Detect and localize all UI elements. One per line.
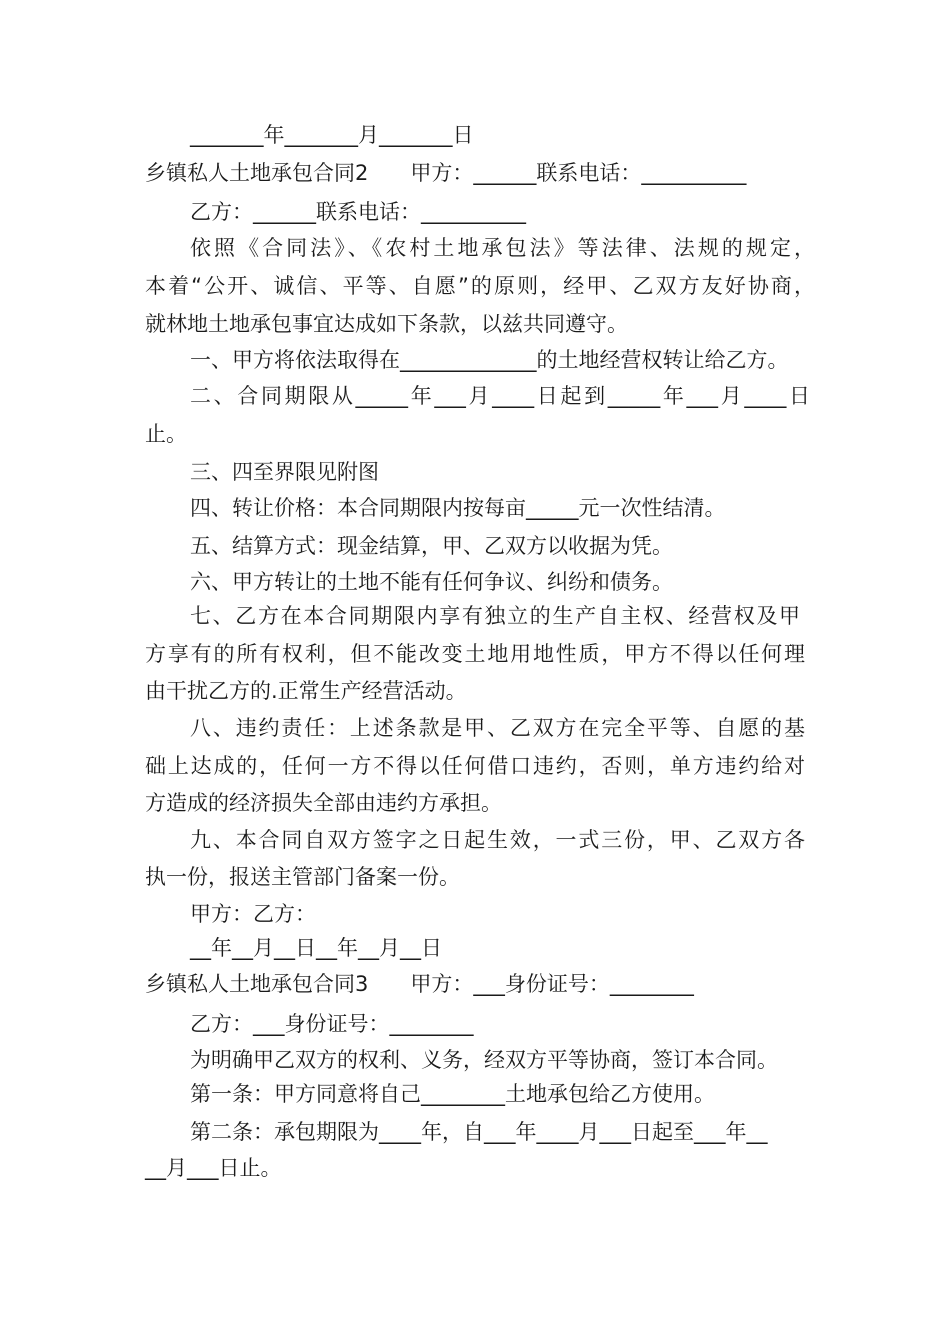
clause-8-line-2: 础上达成的，任何一方不得以任何借口违约，否则，单方违约给对: [145, 754, 805, 778]
article-2-line-1: 第二条：承包期限为____年，自___年____月___日起至___年__: [190, 1120, 768, 1144]
signature-date-line: __年__月__日__年__月__日: [190, 936, 442, 960]
clause-7-line-2: 方享有的所有权利，但不能改变土地用地性质，甲方不得以任何理: [145, 642, 805, 666]
contract-3-heading-line: 乡镇私人土地承包合同3 甲方：___身份证号：________: [145, 972, 694, 996]
date-line: _______年_______月_______日: [190, 123, 474, 147]
signature-line: 甲方：乙方：: [190, 902, 316, 926]
clause-1: 一、甲方将依法取得在_____________的土地经营权转让给乙方。: [190, 348, 789, 372]
party-b-line: 乙方：______联系电话：__________: [190, 200, 526, 224]
preamble-line-1: 依照《合同法》、《农村土地承包法》等法律、法规的规定，: [190, 236, 815, 260]
clause-9-line-1: 九、本合同自双方签字之日起生效，一式三份，甲、乙双方各: [190, 828, 805, 852]
article-2-line-2: __月___日止。: [145, 1156, 282, 1180]
preamble-line-2: 本着“公开、诚信、平等、自愿”的原则，经甲、乙双方友好协商，: [145, 274, 815, 298]
clause-6: 六、甲方转让的土地不能有任何争议、纠纷和债务。: [190, 570, 673, 594]
clause-8-line-1: 八、违约责任：上述条款是甲、乙双方在完全平等、自愿的基: [190, 716, 805, 740]
clause-7-line-1: 七、乙方在本合同期限内享有独立的生产自主权、经营权及甲: [190, 604, 800, 628]
preamble-line-3: 就林地土地承包事宜达成如下条款，以兹共同遵守。: [145, 312, 628, 336]
clause-2-line-1: 二、合同期限从_____年___月____日起到_____年___月____日: [190, 384, 810, 408]
clause-9-line-2: 执一份，报送主管部门备案一份。: [145, 865, 460, 889]
clause-8-line-3: 方造成的经济损失全部由违约方承担。: [145, 791, 502, 815]
clause-4: 四、转让价格：本合同期限内按每亩_____元一次性结清。: [190, 496, 726, 520]
clause-2-line-2: 止。: [145, 422, 187, 446]
party-b-id-line: 乙方：___身份证号：________: [190, 1012, 474, 1036]
clause-7-line-3: 由干扰乙方的.正常生产经营活动。: [145, 679, 467, 703]
article-1: 第一条：甲方同意将自己________土地承包给乙方使用。: [190, 1082, 715, 1106]
clause-5: 五、结算方式：现金结算，甲、乙双方以收据为凭。: [190, 534, 673, 558]
contract-3-preamble: 为明确甲乙双方的权利、义务，经双方平等协商，签订本合同。: [190, 1048, 778, 1072]
clause-3: 三、四至界限见附图: [190, 460, 379, 484]
contract-2-heading-line: 乡镇私人土地承包合同2 甲方：______联系电话：__________: [145, 161, 747, 185]
